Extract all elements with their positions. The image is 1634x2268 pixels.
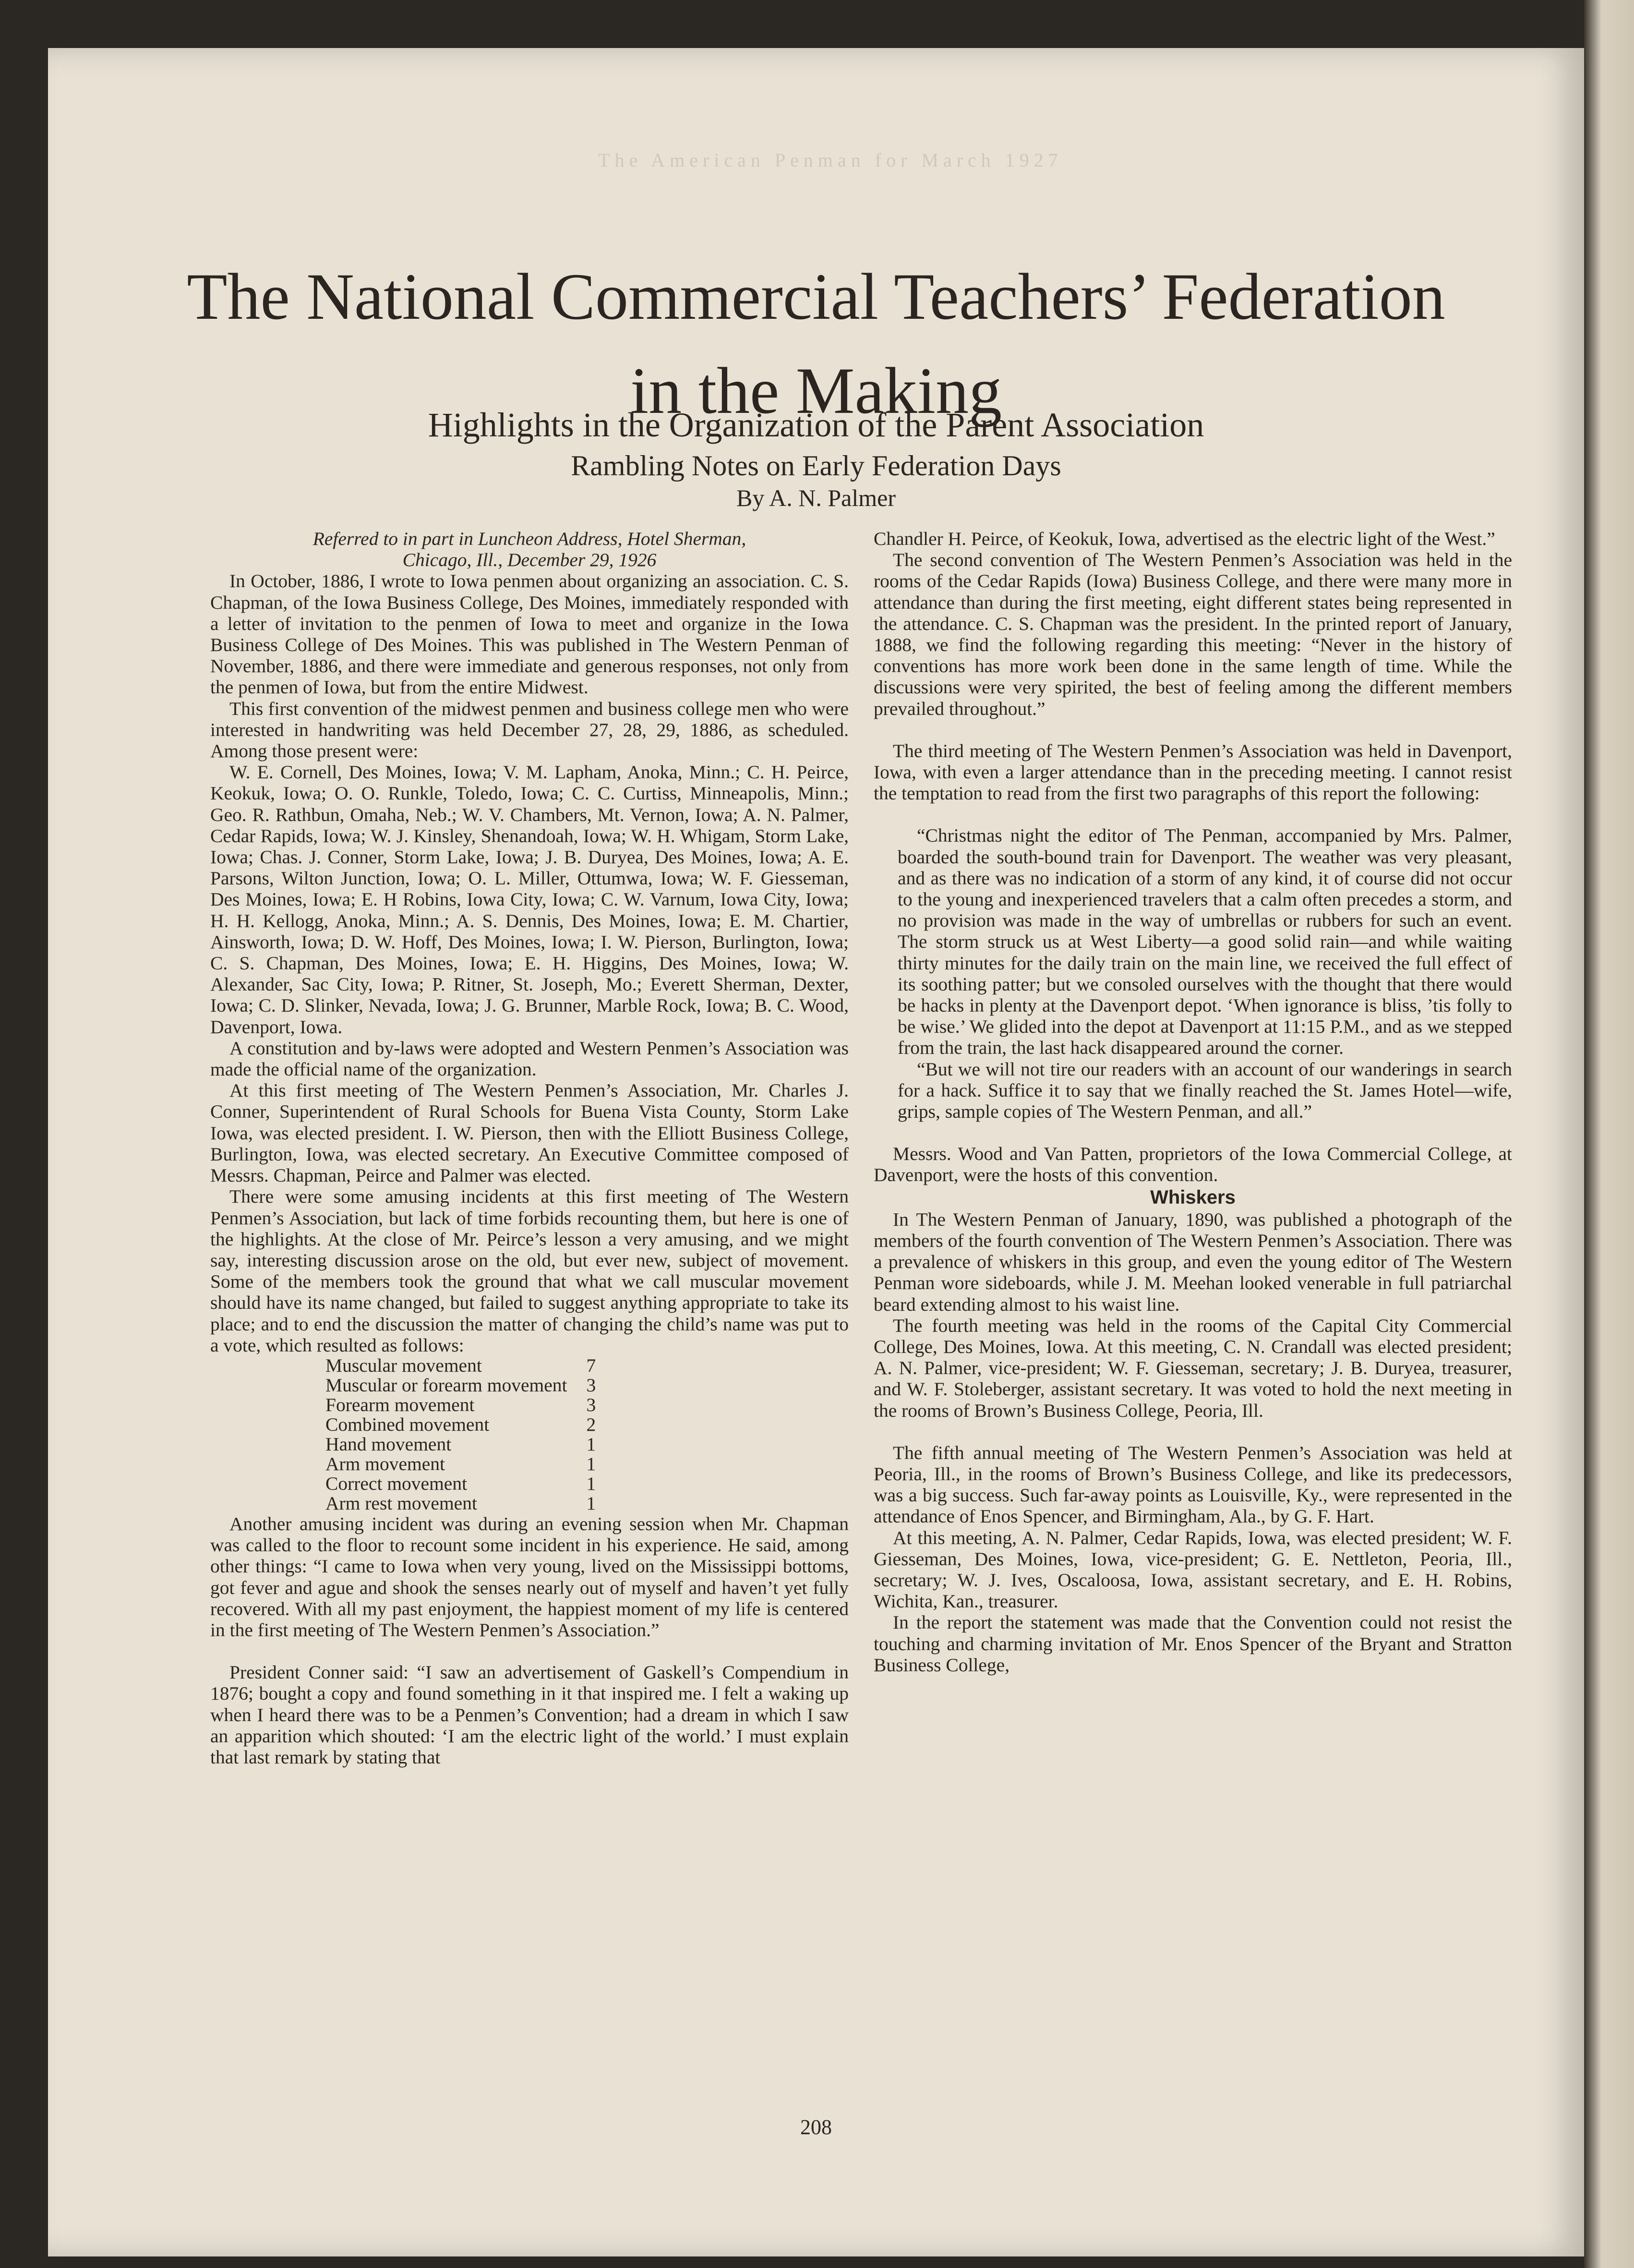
vote-label: Combined movement [325,1413,490,1435]
paragraph: Chandler H. Peirce, of Keokuk, Iowa, advertised as the electric light of the West.” [874,528,1495,549]
paragraph: The fifth annual meeting of The Western Penmen’s Association was held at Peoria, Ill., in the rooms of Brown’s Business College, and like its predecessors, was a big success. Such far-away points as Louisville, Ky., were represented in the attendance of Enos Spencer, and Birmingham, Ala., by G. F. Hart. [874,1442,1512,1527]
title-line-1: The National Commercial Teachers’ Federation [187,260,1445,333]
paragraph: The fourth meeting was held in the rooms of the Capital City Commercial College, Des Moines, Iowa. At this meeting, C. N. Crandall was elected president; A. N. Palmer, vice-president; W. F. Giesseman, secretary; J. B. Duryea, treasurer, and W. F. Stoleberger, assistant secretary. It was voted to hold the next meeting in the rooms of Brown’s Business College, Peoria, Ill. [874,1315,1512,1421]
paragraph: There were some amusing incidents at this first meeting of The Western Penmen’s Association, but lack of time forbids recounting them, but here is one of the highlights. At the close of Mr. Peirce’s lesson a very amusing, and we might say, interesting discussion arose on the old, but ever new, subject of movement. Some of the members took the ground that what we call muscular movement should have its name changed, but failed to suggest anything appropriate to take its place; and to end the discussion the matter of changing the child’s name was put to a vote, which resulted as follows: [210,1186,849,1356]
title-line-2: in the Making [630,354,1002,427]
paragraph: Another amusing incident was during an evening session when Mr. Chapman was called to the floor to recount some incident in his experience. He said, among other things: “I came to Iowa when very young, lived on the Mississippi bottoms, got fever and ague and shook the senses nearly out of myself and haven’t yet fully recovered. With all my past enjoyment, the happiest moment of my life is centered in the first meeting of The Western Penmen’s Association.” [210,1513,849,1641]
paragraph: President Conner said: “I saw an advertisement of Gaskell’s Compendium in 1876; bought a copy and found something in it that inspired me. I felt a waking up when I heard there was to be a Penmen’s Convention; had a dream in which I saw an apparition which shouted: ‘I am the electric light of the world.’ I must explain that last remark by stating that [210,1662,849,1768]
running-head: The American Penman for March 1927 [598,149,1063,171]
vote-count: 7 [586,1354,596,1376]
attendee-list: W. E. Cornell, Des Moines, Iowa; V. M. Lapham, Anoka, Minn.; C. H. Peirce, Keokuk, Iowa; O. O. Runkle, Toledo, Iowa; C. C. Curtiss, Minneapolis, Minn.; Geo. R. Rathbun, Omaha, Neb.; W. V. Chambers, Mt. Vernon, Iowa; A. N. Palmer, Cedar Rapids, Iowa; W. J. Kinsley, Shenandoah, Iowa; W. H. Whigam, Storm Lake, Iowa; Chas. J. Conner, Storm Lake, Iowa; J. B. Duryea, Des Moines, Iowa; A. E. Parsons, Wilton Junction, Iowa; O. L. Miller, Ottumwa, Iowa; W. F. Giesseman, Des Moines, Iowa; E. H Robins, Iowa City, Iowa; C. W. Varnum, Iowa City, Iowa; H. H. Kellogg, Anoka, Minn.; A. S. Dennis, Des Moines, Iowa; E. M. Chartier, Ainsworth, Iowa; D. W. Hoff, Des Moines, Iowa; I. W. Pierson, Burlington, Iowa; C. S. Chapman, Des Moines, Iowa; E. H. Higgins, Des Moines, Iowa; W. Alexander, Sac City, Iowa; P. Ritner, St. Joseph, Mo.; Everett Sherman, Dexter, Iowa; C. D. Slinker, Nevada, Iowa; J. G. Brunner, Marble Rock, Iowa; B. C. Wood, Davenport, Iowa. [210,761,849,1037]
vote-row [325,1494,596,1513]
vote-row [325,1454,596,1474]
paragraph: A constitution and by-laws were adopted and Western Penmen’s Association was made the official name of the organization. [210,1037,849,1080]
vote-count: 1 [586,1453,596,1474]
paragraph: In The Western Penman of January, 1890, was published a photograph of the members of the fourth convention of The Western Penmen’s Association. There was a prevalence of whiskers in this group, and even the young editor of The Western Penman wore sideboards, while J. M. Meehan looked venerable in full patriarchal beard extending almost to his waist line. [874,1208,1512,1315]
quoted-report: “Christmas night the editor of The Penman, accompanied by Mrs. Palmer, boarded the south-bound train for Davenport. The weather was very pleasant, and as there was no indication of a storm of any kind, it of course did not occur to the young and inexperienced travelers that a calm often precedes a storm, and no provision was made in the way of umbrellas or rubbers for such an event. The storm struck us at West Liberty—a good solid rain—and while waiting thirty minutes for the daily train on the main line, we received the full effect of its soothing patter; but we consoled ourselves with the thought that there would be hacks in plenty at the Davenport depot. ‘When ignorance is bliss, ’tis folly to be wise.’ We glided into the depot at Davenport at 11:15 P.M., and as we stepped from the train, the last hack disappeared around the corner. [898,825,1512,1059]
paragraph: This first convention of the midwest penmen and business college men who were interested in handwriting was held December 27, 28, 29, 1886, as scheduled. Among those present were: [210,698,849,762]
vote-count: 1 [586,1472,596,1494]
quoted-report: “But we will not tire our readers with an account of our wanderings in search for a hack. Suffice it to say that we finally reached the St. James Hotel—wife, grips, sample copies of The Western Penman, and all.” [898,1058,1512,1122]
vote-row [325,1415,596,1435]
vote-label: Forearm movement [325,1394,475,1415]
paragraph: The third meeting of The Western Penmen’s Association was held in Davenport, Iowa, with even a larger attendance than in the preceding meeting. I cannot resist the temptation to read from the first two paragraphs of this report the following: [874,740,1512,804]
vote-results-table [325,1356,596,1513]
page-number: 208 [800,2115,832,2139]
subtitle: Highlights in the Organization of the Parent Association [428,406,1204,444]
next-page-edge [1584,0,1634,2268]
vote-label: Arm movement [325,1453,445,1474]
vote-label: Arm rest movement [325,1492,477,1514]
vote-row [325,1435,596,1454]
paragraph: Messrs. Wood and Van Patten, proprietors of the Iowa Commercial College, at Davenport, were the hosts of this convention. [874,1143,1512,1186]
intro-note-line-1: Referred to in part in Luncheon Address, Hotel Sherman, [312,528,746,549]
vote-count: 1 [586,1433,596,1455]
byline: By A. N. Palmer [736,484,896,511]
vote-row [325,1474,596,1494]
vote-count: 3 [586,1394,596,1415]
vote-count: 3 [586,1374,596,1396]
subtitle-secondary: Rambling Notes on Early Federation Days [571,450,1061,482]
vote-row [325,1375,596,1395]
section-heading-whiskers: Whiskers [1150,1186,1236,1208]
left-column [210,528,849,1768]
vote-label: Muscular or forearm movement [325,1374,567,1396]
paragraph: At this first meeting of The Western Penmen’s Association, Mr. Charles J. Conner, Superintendent of Rural Schools for Buena Vista County, Storm Lake Iowa, was elected president. I. W. Pierson, then with the Elliott Business College, Burlington, Iowa, was elected secretary. An Executive Committee composed of Messrs. Chapman, Peirce and Palmer was elected. [210,1080,849,1186]
paragraph: At this meeting, A. N. Palmer, Cedar Rapids, Iowa, was elected president; W. F. Giesseman, Des Moines, Iowa, vice-president; G. E. Nettleton, Peoria, Ill., secretary; W. J. Ives, Oscaloosa, Iowa, assistant secretary, and E. H. Robins, Wichita, Kan., treasurer. [874,1527,1512,1612]
vote-row [325,1356,596,1375]
paragraph: In the report the statement was made that the Convention could not resist the touching and charming invitation of Mr. Enos Spencer of the Bryant and Stratton Business College, [874,1612,1512,1676]
paragraph: The second convention of The Western Penmen’s Association was held in the rooms of the Cedar Rapids (Iowa) Business College, and there were many more in attendance than during the first meeting, eight different states being represented in the attendance. C. S. Chapman was the president. In the printed report of January, 1888, we find the following regarding this meeting: “Never in the history of conventions has more work been done in the same length of time. While the discussions were very spirited, the best of feeling among the different members prevailed throughout.” [874,549,1512,719]
right-column [874,528,1512,1676]
vote-row [325,1395,596,1415]
vote-count: 1 [586,1492,596,1514]
vote-label: Muscular movement [325,1354,482,1376]
intro-note-line-2: Chicago, Ill., December 29, 1926 [402,549,657,571]
paragraph: In October, 1886, I wrote to Iowa penmen about organizing an association. C. S. Chapman, of the Iowa Business College, Des Moines, immediately responded with a letter of invitation to the penmen of Iowa to meet and organize in the Iowa Business College of Des Moines. This was published in The Western Penman of November, 1886, and there were immediate and generous responses, not only from the penmen of Iowa, but from the entire Midwest. [210,570,849,698]
vote-label: Correct movement [325,1472,468,1494]
magazine-page [48,48,1584,2256]
vote-label: Hand movement [325,1433,452,1455]
vote-count: 2 [586,1413,596,1435]
